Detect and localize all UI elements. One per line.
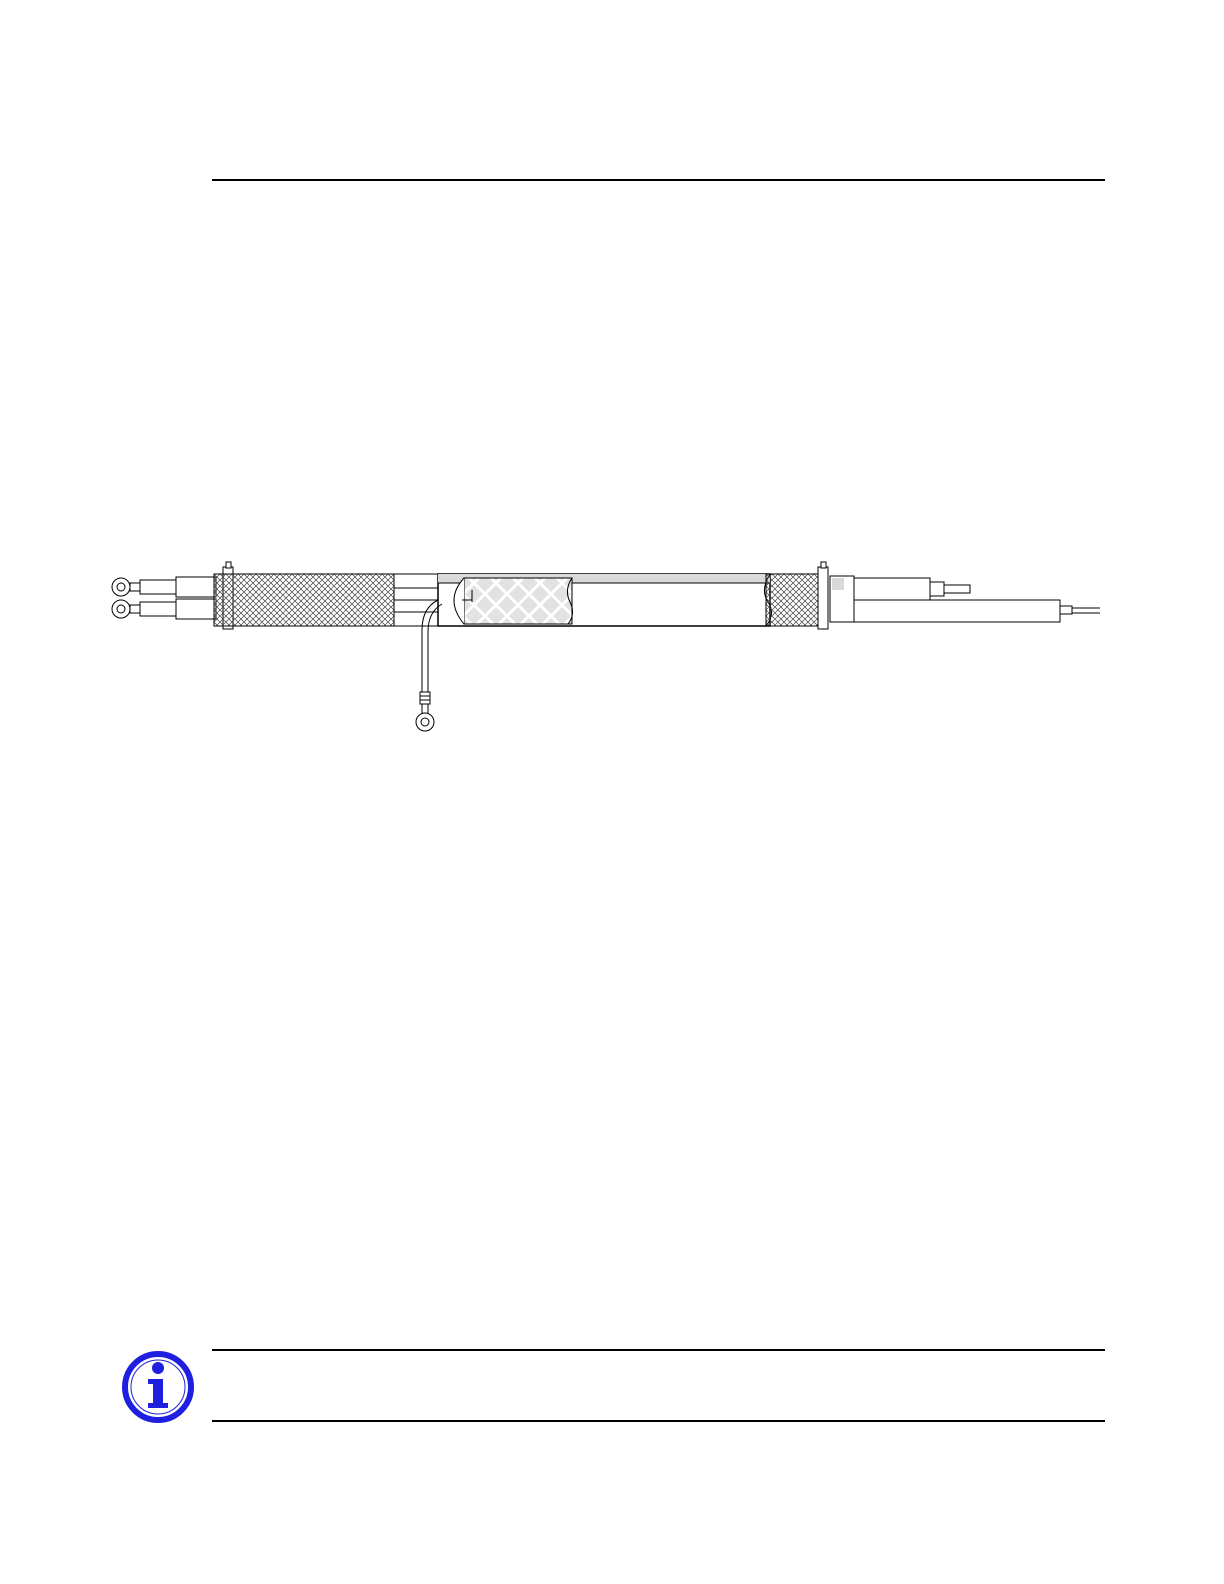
inner-conductors [394,574,440,626]
crimp-sleeve-bottom [140,599,216,619]
shielded-jacket [438,574,772,626]
crimp-sleeve-top [140,577,216,597]
ferrule-right [830,576,854,622]
cable-tie-right [818,562,828,629]
note-top-rule [212,1349,1105,1351]
ring-terminal-top [112,578,140,596]
coax-cable [854,600,1100,622]
braided-sleeve-left [214,574,400,626]
note-bottom-rule [212,1420,1105,1422]
header-rule [212,179,1105,181]
connector-plug [854,578,970,600]
info-icon [120,1349,196,1425]
cable-assembly-diagram [100,550,1110,750]
ring-terminal-bottom [112,600,140,618]
